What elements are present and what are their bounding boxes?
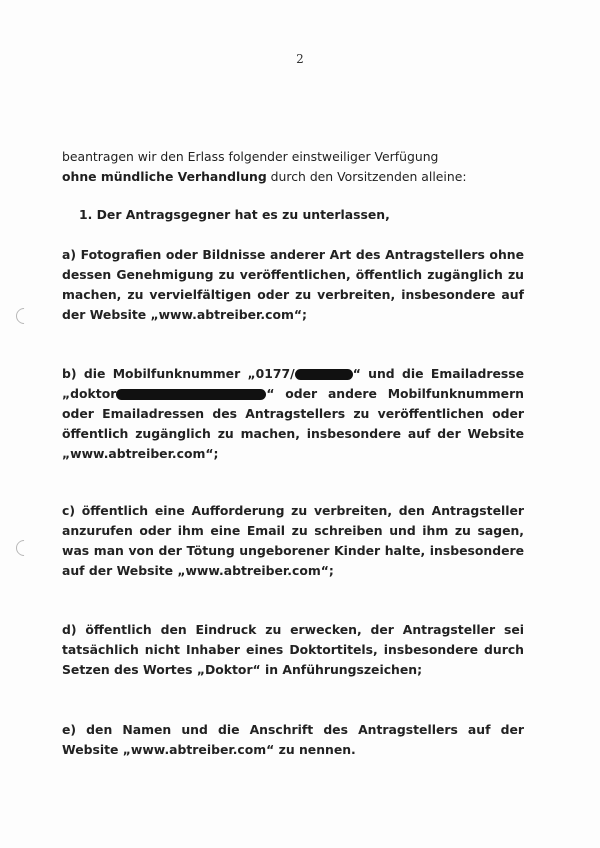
- item-e: e) den Namen und die Anschrift des Antragstellers auf der Website „www.abtreiber.com“ zu nennen.: [62, 722, 524, 757]
- page-number: 2: [296, 52, 304, 66]
- item-b-text-1: b) die Mobilfunknummer „0177/: [62, 366, 295, 381]
- redacted-phone-number: [295, 369, 353, 380]
- intro-bold-phrase: ohne mündliche Verhandlung: [62, 169, 267, 184]
- item-c: c) öffentlich eine Aufforderung zu verbreiten, den Antragsteller anzurufen oder ihm eine Email zu schreiben und ihm zu sagen, was man von der Tötung ungeborener Kinder halte, insbesondere auf der Website „www.abtreiber.com“;: [62, 503, 524, 578]
- intro-paragraph: [62, 147, 524, 187]
- item-a: a) Fotografien oder Bildnisse anderer Art des Antragstellers ohne dessen Genehmigung zu veröffentlichen, öffentlich zugänglich zu machen, zu vervielfältigen oder zu verbreiten, insbesondere auf der Website „www.abtreiber.com“;: [62, 247, 524, 322]
- intro-line: beantragen wir den Erlass folgender einstweiliger Verfügung: [62, 149, 439, 164]
- redacted-email-address: [116, 389, 266, 400]
- punch-hole-mark: [13, 537, 36, 560]
- intro-rest: durch den Vorsitzenden alleine:: [266, 169, 467, 184]
- section-heading: 1. Der Antragsgegner hat es zu unterlassen,: [79, 207, 390, 222]
- item-b-text-2: “ und die Emailadresse „doktor: [62, 366, 525, 401]
- item-b-text-3: “ oder andere Mobilfunknummern oder Emailadressen des Antragstellers zu veröffentlichen oder öffentlich zugänglich zu machen, insbesondere auf der Website „www.abtreiber.com“;: [62, 386, 524, 461]
- item-b: [62, 364, 524, 464]
- punch-hole-mark: [13, 305, 36, 328]
- item-d: d) öffentlich den Eindruck zu erwecken, der Antragsteller sei tatsächlich nicht Inhaber eines Doktortitels, insbesondere durch Setzen des Wortes „Doktor“ in Anführungszeichen;: [62, 622, 524, 677]
